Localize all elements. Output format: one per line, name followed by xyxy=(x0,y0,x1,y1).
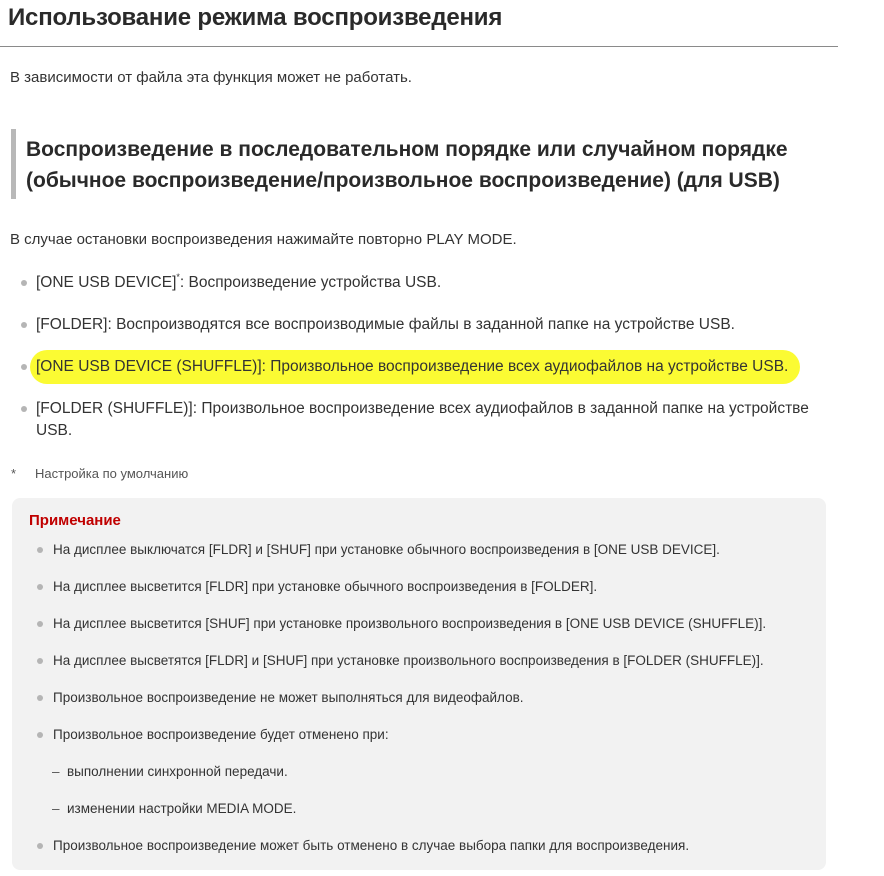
mode-description: : Воспроизводятся все воспроизводимые файлы в заданной папке на устройстве USB. xyxy=(107,316,735,333)
note-subitem-text: выполнении синхронной передачи. xyxy=(67,764,288,779)
bullet-icon xyxy=(37,621,43,627)
note-item xyxy=(36,615,816,652)
note-item xyxy=(36,837,816,874)
play-mode-item-folder-shuffle xyxy=(20,398,840,442)
bullet-icon xyxy=(37,732,43,738)
page-title: Использование режима воспроизведения xyxy=(8,4,503,31)
bullet-icon xyxy=(21,364,27,370)
mode-description: : Произвольное воспроизведение всех аудиофайлов на устройстве USB. xyxy=(261,358,789,375)
note-item-text: На дисплее высветится [FLDR] при установке обычного воспроизведения в [FOLDER]. xyxy=(53,579,598,594)
note-subitem-text: изменении настройки MEDIA MODE. xyxy=(67,801,297,816)
footnote-mark: * xyxy=(11,466,17,481)
mode-label: [FOLDER] xyxy=(36,316,108,333)
section-heading-bar xyxy=(11,129,16,199)
section-heading: Воспроизведение в последовательном порядке или случайном порядке (обычное воспроизведение/произвольное воспроизведение) (для USB) xyxy=(26,138,788,192)
default-mark: * xyxy=(176,272,180,282)
play-mode-item-one-usb-device-shuffle xyxy=(20,356,840,378)
bullet-icon xyxy=(21,280,27,286)
bullet-icon xyxy=(37,843,43,849)
dash-icon: – xyxy=(52,801,60,816)
play-mode-item-one-usb-device xyxy=(20,272,840,294)
note-box xyxy=(12,498,826,870)
note-item xyxy=(36,726,816,763)
note-subitem xyxy=(36,800,816,837)
note-item-text: На дисплее высветятся [FLDR] и [SHUF] при установке произвольного воспроизведения в [FOLDER (SHUFFLE)]. xyxy=(53,653,764,668)
note-item-text: На дисплее высветится [SHUF] при установке произвольного воспроизведения в [ONE USB DEVICE (SHUFFLE)]. xyxy=(53,616,767,631)
mode-description: : Воспроизведение устройства USB. xyxy=(179,274,442,291)
mode-label: [ONE USB DEVICE] xyxy=(36,274,177,291)
bullet-icon xyxy=(21,406,27,412)
note-item-text: Произвольное воспроизведение будет отменено при: xyxy=(53,727,389,742)
note-subitem xyxy=(36,763,816,800)
note-list xyxy=(36,541,816,874)
bullet-icon xyxy=(21,322,27,328)
bullet-icon xyxy=(37,695,43,701)
instruction-text: В случае остановки воспроизведения нажимайте повторно PLAY MODE. xyxy=(10,231,517,248)
note-item xyxy=(36,541,816,578)
intro-text: В зависимости от файла эта функция может не работать. xyxy=(10,69,412,86)
mode-label: [ONE USB DEVICE (SHUFFLE)] xyxy=(36,358,262,375)
note-item-text: Произвольное воспроизведение не может выполняться для видеофайлов. xyxy=(53,690,524,705)
note-title: Примечание xyxy=(29,512,121,529)
section-heading-block xyxy=(11,129,831,199)
mode-description: : Произвольное воспроизведение всех аудиофайлов в заданной папке на устройстве USB. xyxy=(36,400,809,439)
footnote xyxy=(11,466,188,481)
note-item xyxy=(36,578,816,615)
highlight-marker xyxy=(30,350,800,384)
title-divider xyxy=(0,46,838,47)
bullet-icon xyxy=(37,584,43,590)
note-item xyxy=(36,652,816,689)
note-item xyxy=(36,689,816,726)
play-mode-list xyxy=(20,272,840,462)
bullet-icon xyxy=(37,658,43,664)
play-mode-item-folder xyxy=(20,314,840,336)
dash-icon: – xyxy=(52,764,60,779)
mode-label: [FOLDER (SHUFFLE)] xyxy=(36,400,193,417)
note-item-text: Произвольное воспроизведение может быть отменено в случае выбора папки для воспроизведения. xyxy=(53,838,690,853)
footnote-text: Настройка по умолчанию xyxy=(35,466,189,481)
note-item-text: На дисплее выключатся [FLDR] и [SHUF] при установке обычного воспроизведения в [ONE USB DEVICE]. xyxy=(53,542,720,557)
bullet-icon xyxy=(37,547,43,553)
